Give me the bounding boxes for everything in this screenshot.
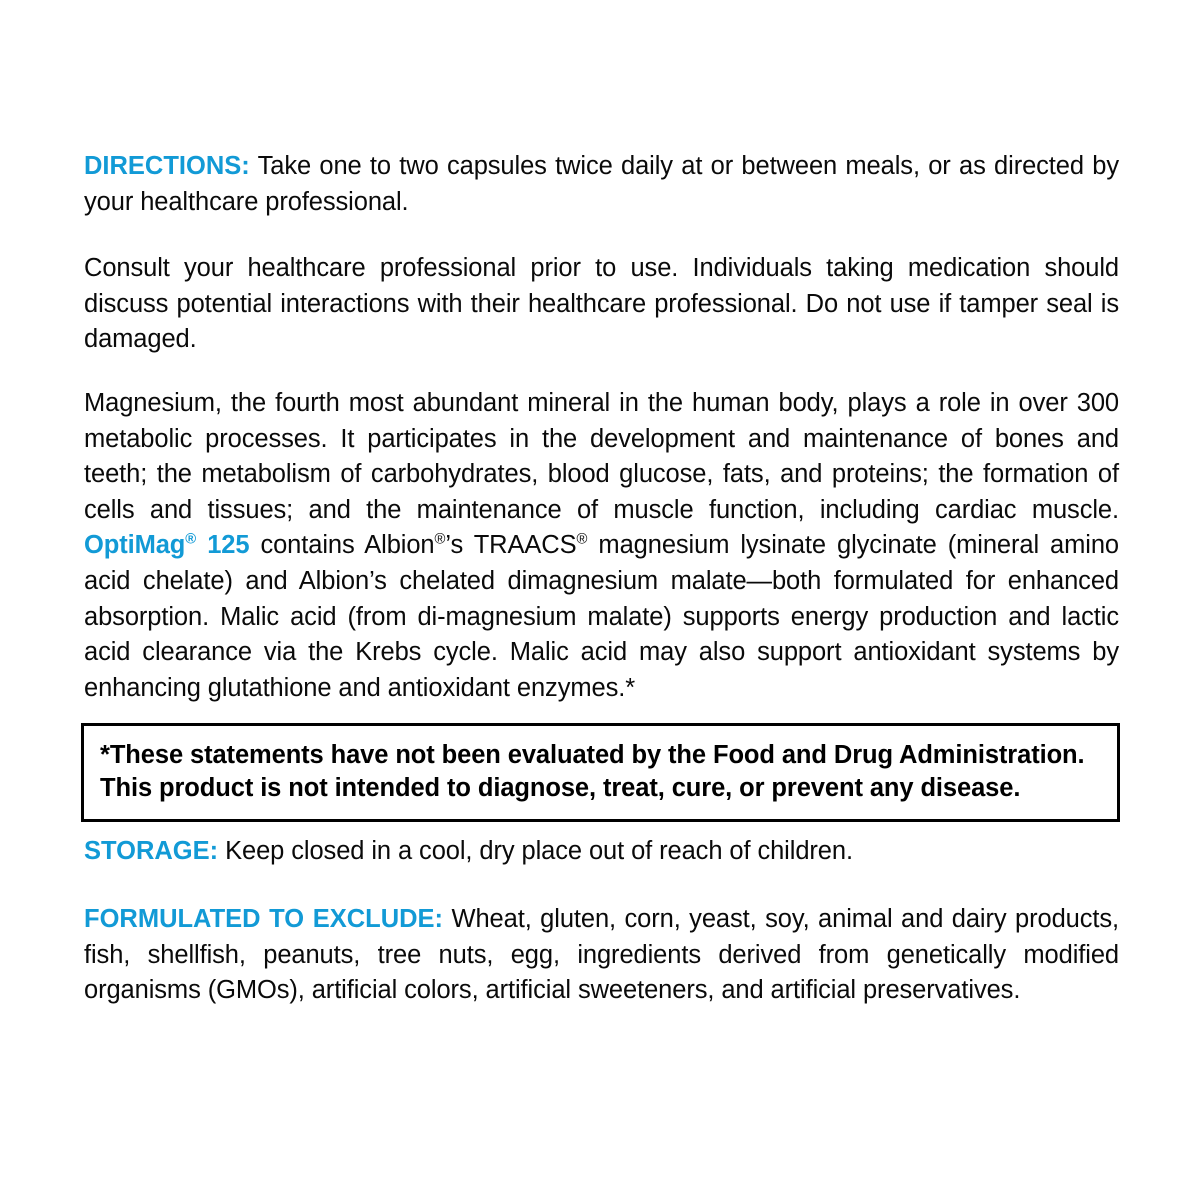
description-part-4: magnesium lysinate glycinate (mineral amino acid chelate) and Albion’s chelated dimagnesium malate—both formulated for enhanced absorption. Malic acid (from di-magnesium malate) supports energy production and lactic acid clearance via the Krebs cycle. Malic acid may also support antioxidant systems by enhancing glutathione and antioxidant enzymes.* xyxy=(84,531,1119,702)
storage-paragraph xyxy=(84,834,1119,870)
description-part-3: ’s TRAACS xyxy=(445,531,577,560)
description-part-2: contains Albion xyxy=(249,531,435,560)
fda-disclaimer-border xyxy=(81,723,1120,822)
formulated-to-exclude-heading: FORMULATED TO EXCLUDE: xyxy=(84,905,444,933)
formulated-to-exclude-text: Wheat, gluten, corn, yeast, soy, animal and dairy products, fish, shellfish, peanuts, tree nuts, egg, ingredients derived from genetically modified organisms (GMOs), artificial colors, artificial sweeteners, and artificial preservatives. xyxy=(84,905,1119,1005)
supplement-label-panel xyxy=(84,0,1119,1200)
registered-trademark-icon: ® xyxy=(185,531,197,548)
consult-paragraph xyxy=(84,251,1119,358)
brand-word: OptiMag xyxy=(84,531,186,560)
brand-strength: 125 xyxy=(196,531,250,560)
fda-disclaimer-text xyxy=(100,739,1101,805)
directions-paragraph xyxy=(84,149,1119,220)
fda-disclaimer-line-1: *These statements have not been evaluated by the Food and Drug Administration. xyxy=(100,741,1085,769)
description-part-1: Magnesium, the fourth most abundant mineral in the human body, plays a role in over 300 metabolic processes. It participates in the development and maintenance of bones and teeth; the metabolism of carbohydrates, blood glucose, fats, and proteins; the formation of cells and tissues; and the maintenance of muscle function, including cardiac muscle. xyxy=(84,389,1119,524)
formulated-to-exclude-paragraph xyxy=(84,902,1119,1009)
directions-text: Take one to two capsules twice daily at or between meals, or as directed by your healthcare professional. xyxy=(84,152,1119,216)
storage-text: Keep closed in a cool, dry place out of reach of children. xyxy=(218,837,853,865)
fda-disclaimer-line-2: This product is not intended to diagnose, treat, cure, or prevent any disease. xyxy=(100,774,1021,802)
storage-heading: STORAGE: xyxy=(84,837,219,865)
optimag-brand-name xyxy=(84,531,249,559)
magnesium-description-paragraph xyxy=(84,386,1119,706)
albion-registered-trademark-icon: ® xyxy=(434,531,446,548)
traacs-registered-trademark-icon: ® xyxy=(576,531,588,548)
consult-text: Consult your healthcare professional prior to use. Individuals taking medication should discuss potential interactions with their healthcare professional. Do not use if tamper seal is damaged. xyxy=(84,254,1119,354)
directions-heading: DIRECTIONS: xyxy=(84,152,250,180)
fda-disclaimer-box xyxy=(81,723,1120,822)
